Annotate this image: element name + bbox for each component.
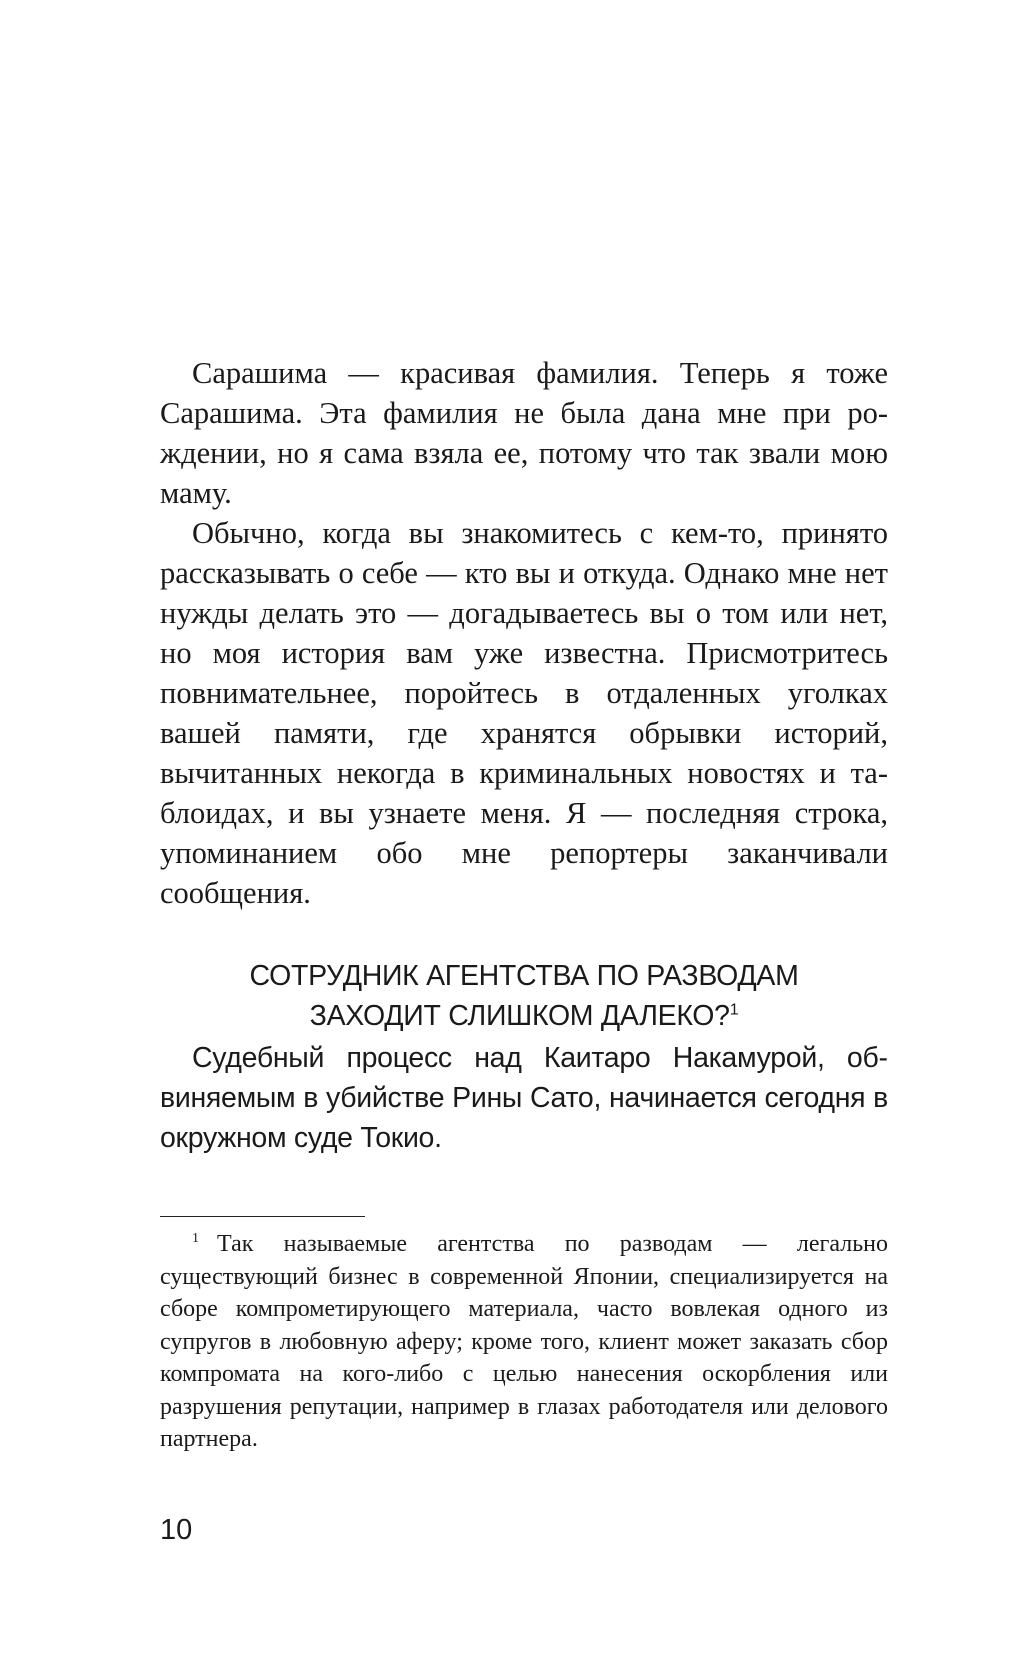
footnote-text: Так называемые агентства по разводам — легально существующий бизнес в современной Японии, специализируется на сборе компрометирующего материала, часто вовлекая одного из супругов в любовную аферу; кроме того, клиент может заказать сбор компромата на кого-либо с целью нанесения оскорбления или разрушения репутации, например в глазах работодателя или делового партнера. [160,1231,888,1452]
body-text [160,353,888,913]
body-paragraph-1: Сарашима — красивая фамилия. Теперь я тоже Сарашима. Эта фамилия не была дана мне при рождении, но я сама взяла ее, потому что так звали мою маму. [160,356,888,510]
news-subheadline: Судебный процесс над Каитаро Накамурой, обвиняемым в убийстве Рины Сато, начинается сегодня в окружном суде Токио. [160,1042,888,1154]
footnote-marker: 1 [192,1231,199,1246]
news-headline [160,956,888,1036]
page-number: 10 [160,1514,193,1546]
body-paragraph-2: Обычно, когда вы знакомитесь с кем-то, принято рассказывать о себе — кто вы и откуда. Однако мне нет нужды делать это — догадываетесь вы о том или нет, но моя история вам уже известна. Присмотритесь повнимательнее, поройтесь в отдаленных уголках вашей памяти, где хранятся обрывки историй, вычитанных некогда в криминальных новостях и таблоидах, и вы узнаете меня. Я — последняя строка, упоминанием обо мне репортеры заканчивали сообщения. [160,516,888,910]
footnote-reference[interactable]: 1 [729,1001,739,1019]
headline-line-2-text: ЗАХОДИТ СЛИШКОМ ДАЛЕКО? [309,1000,730,1032]
headline-line-1: СОТРУДНИК АГЕНТСТВА ПО РАЗВОДАМ [249,960,799,992]
footnote-divider [160,1216,365,1217]
headline-line-2 [160,996,888,1036]
footnote [160,1228,888,1456]
